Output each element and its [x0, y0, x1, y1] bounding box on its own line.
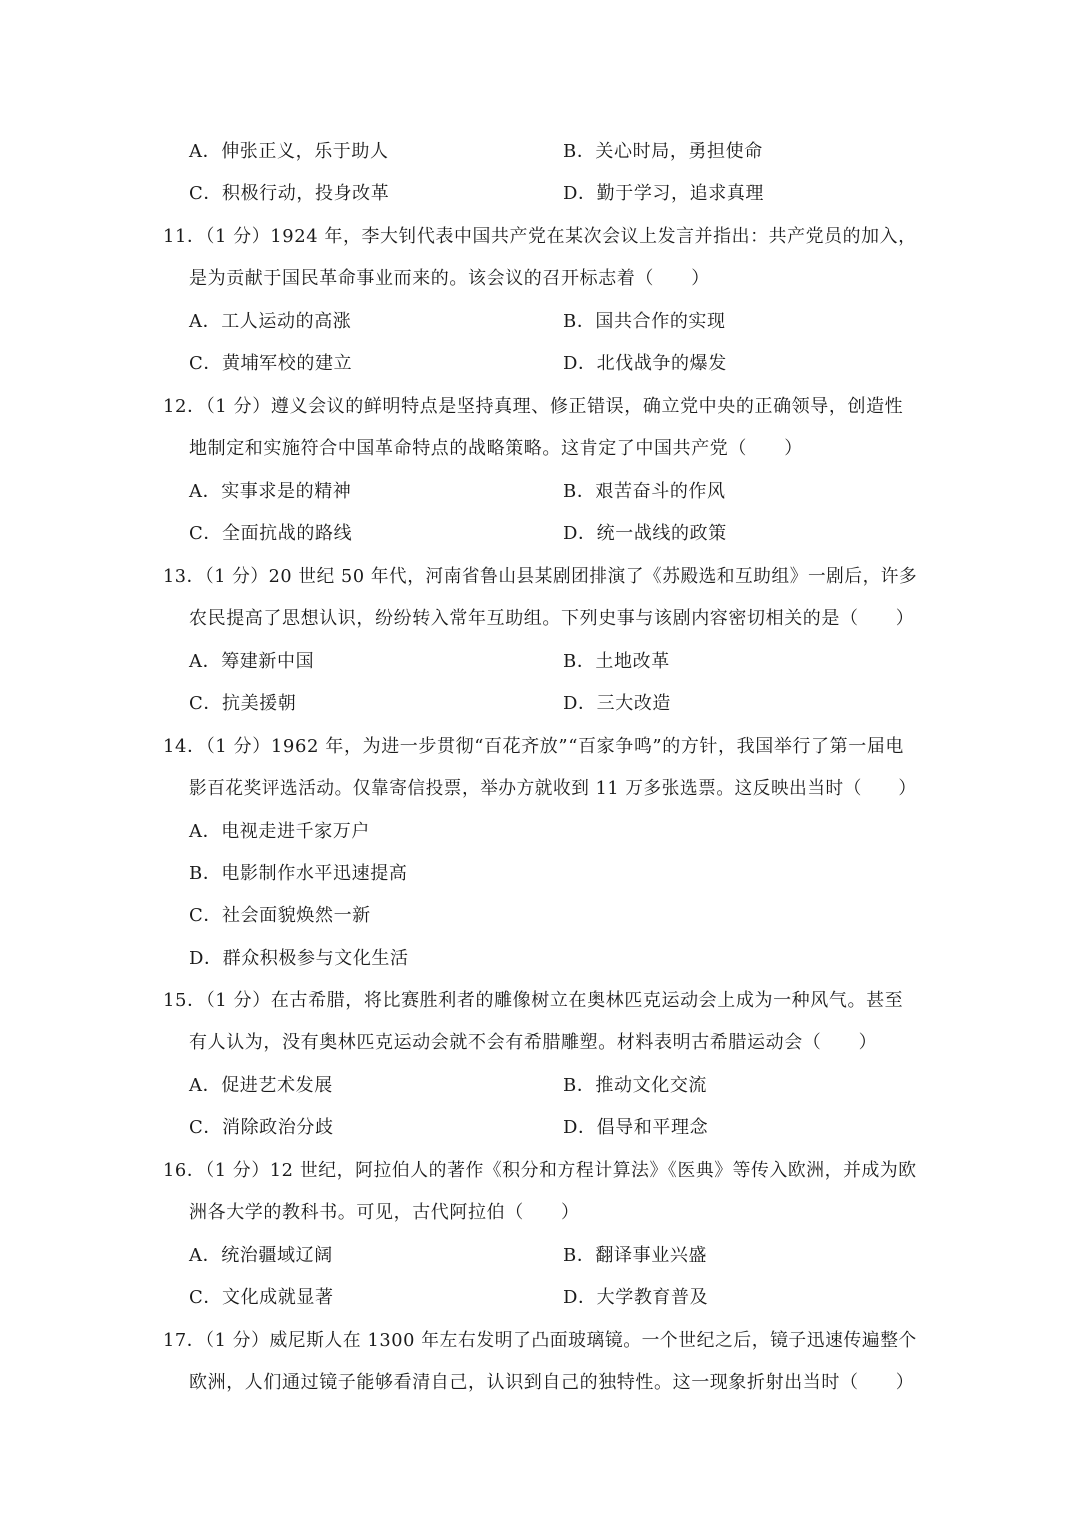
q15-option-b: B．推动文化交流	[563, 1075, 708, 1096]
q16-stem-line1: 16．（1 分）12 世纪，阿拉伯人的著作《积分和方程计算法》《医典》等传入欧洲，并成为欧	[163, 1160, 917, 1181]
q17-stem-line2: 欧洲，人们通过镜子能够看清自己，认识到自己的独特性。这一现象折射出当时（ ）	[189, 1372, 915, 1393]
q15-option-d: D．倡导和平理念	[563, 1117, 709, 1138]
q16-option-a: A．统治疆域辽阔	[189, 1245, 333, 1266]
q16-stem-line2: 洲各大学的教科书。可见，古代阿拉伯（ ）	[189, 1202, 580, 1223]
q14-option-d: D．群众积极参与文化生活	[189, 948, 409, 969]
q15-stem-line1: 15．（1 分）在古希腊，将比赛胜利者的雕像树立在奥林匹克运动会上成为一种风气。甚至	[163, 990, 904, 1011]
q13-option-b: B．土地改革	[563, 651, 670, 672]
q16-option-b: B．翻译事业兴盛	[563, 1245, 708, 1266]
q10-option-b: B．关心时局，勇担使命	[563, 141, 763, 162]
q10-option-d: D．勤于学习，追求真理	[563, 183, 765, 204]
q13-option-c: C．抗美援朝	[189, 693, 297, 714]
q13-option-a: A．筹建新中国	[189, 651, 315, 672]
q17-stem-line1: 17．（1 分）威尼斯人在 1300 年左右发明了凸面玻璃镜。一个世纪之后，镜子迅速传遍整个	[163, 1330, 917, 1351]
q11-stem-line2: 是为贡献于国民革命事业而来的。该会议的召开标志着（ ）	[189, 268, 710, 289]
q14-stem-line2: 影百花奖评选活动。仅靠寄信投票，举办方就收到 11 万多张选票。这反映出当时（ ）	[189, 778, 917, 799]
q13-stem-line1: 13．（1 分）20 世纪 50 年代，河南省鲁山县某剧团排演了《苏殿选和互助组》一剧后，许多	[163, 566, 918, 587]
q12-stem-line1: 12．（1 分）遵义会议的鲜明特点是坚持真理、修正错误，确立党中央的正确领导，创造性	[163, 396, 904, 417]
q16-option-c: C．文化成就显著	[189, 1287, 334, 1308]
q12-option-a: A．实事求是的精神	[189, 481, 352, 502]
q11-stem-line1: 11．（1 分）1924 年，李大钊代表中国共产党在某次会议上发言并指出：共产党员的加入，	[163, 226, 917, 247]
q10-option-a: A．伸张正义，乐于助人	[189, 141, 389, 162]
q13-stem-line2: 农民提高了思想认识，纷纷转入常年互助组。下列史事与该剧内容密切相关的是（ ）	[189, 608, 915, 629]
q14-option-a: A．电视走进千家万户	[189, 821, 370, 842]
q11-option-a: A．工人运动的高涨	[189, 311, 352, 332]
q16-option-d: D．大学教育普及	[563, 1287, 709, 1308]
q15-stem-line2: 有人认为，没有奥林匹克运动会就不会有希腊雕塑。材料表明古希腊运动会（ ）	[189, 1032, 878, 1053]
q12-stem-line2: 地制定和实施符合中国革命特点的战略策略。这肯定了中国共产党（ ）	[189, 438, 803, 459]
q11-option-c: C．黄埔军校的建立	[189, 353, 353, 374]
q11-option-b: B．国共合作的实现	[563, 311, 726, 332]
q12-option-d: D．统一战线的政策	[563, 523, 727, 544]
q14-option-c: C．社会面貌焕然一新	[189, 905, 371, 926]
q15-option-a: A．促进艺术发展	[189, 1075, 333, 1096]
q12-option-b: B．艰苦奋斗的作风	[563, 481, 726, 502]
q13-option-d: D．三大改造	[563, 693, 672, 714]
q14-option-b: B．电影制作水平迅速提高	[189, 863, 408, 884]
q11-option-d: D．北伐战争的爆发	[563, 353, 727, 374]
q14-stem-line1: 14．（1 分）1962 年，为进一步贯彻“百花齐放”“百家争鸣”的方针，我国举行了第一届电	[163, 736, 905, 757]
q15-option-c: C．消除政治分歧	[189, 1117, 334, 1138]
q12-option-c: C．全面抗战的路线	[189, 523, 353, 544]
q10-option-c: C．积极行动，投身改革	[189, 183, 390, 204]
